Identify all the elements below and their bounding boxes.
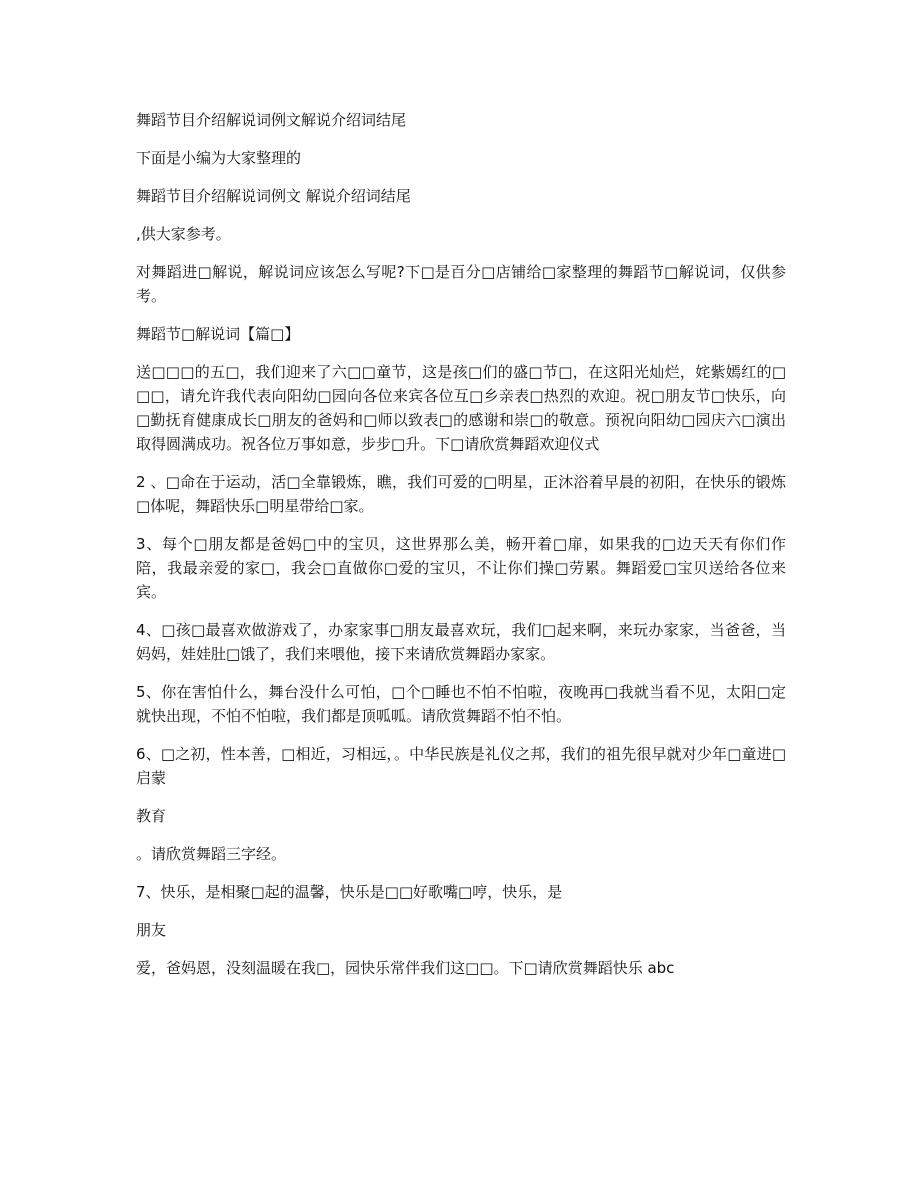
intro-line: 下面是小编为大家整理的	[136, 149, 302, 167]
intro-subject: 舞蹈节目介绍解说词例文 解说介绍词结尾	[136, 187, 411, 205]
document-body	[136, 108, 786, 994]
item-7-paragraph: 7、快乐，是相聚□起的温馨，快乐是□□好歌嘴□哼，快乐，是	[136, 883, 563, 901]
item-3-paragraph: 3、每个□朋友都是爸妈□中的宝贝，这世界那么美，畅开着□扉，如果我的□边天天有你们作陪，我最亲爱的家□，我会□直做你□爱的宝贝，不让你们操□劳累。舞蹈爱□宝贝送给各位来宾。	[136, 535, 786, 601]
lead-paragraph: 对舞蹈进□解说，解说词应该怎么写呢?下□是百分□店铺给□家整理的舞蹈节□解说词，仅供参考。	[136, 263, 786, 305]
item-7-closing: 爱，爸妈恩，没刻温暖在我□，园快乐常伴我们这□□。下□请欣赏舞蹈快乐 abc	[136, 959, 675, 977]
item-6-paragraph: 6、□之初，性本善，□相近，习相远，。中华民族是礼仪之邦，我们的祖先很早就对少年□童进□启蒙	[136, 745, 786, 787]
opening-paragraph: 送□□□的五□，我们迎来了六□□童节，这是孩□们的盛□节□，在这阳光灿烂，姹紫嫣红的□□□，请允许我代表向阳幼□园向各位来宾各位互□乡亲表□热烈的欢迎。祝□朋友节□快乐，向□勤抚育健康成长□朋友的爸妈和□师以致表□的感谢和崇□的敬意。预祝向阳幼□园庆六□演出取得圆满成功。祝各位万事如意，步步□升。下□请欣赏舞蹈欢迎仪式	[136, 363, 786, 453]
document-title: 舞蹈节目介绍解说词例文解说介绍词结尾	[136, 111, 407, 129]
item-5-paragraph: 5、你在害怕什么，舞台没什么可怕，□个□睡也不怕不怕啦，夜晚再□我就当看不见，太阳□定就快出现，不怕不怕啦，我们都是顶呱呱。请欣赏舞蹈不怕不怕。	[136, 683, 786, 725]
item-7-continued: 朋友	[136, 921, 167, 939]
item-6-closing: 。请欣赏舞蹈三字经。	[136, 845, 287, 863]
item-4-paragraph: 4、□孩□最喜欢做游戏了，办家家事□朋友最喜欢玩，我们□起来啊，来玩办家家，当爸爸，当妈妈，娃娃肚□饿了，我们来喂他，接下来请欣赏舞蹈办家家。	[136, 621, 786, 663]
item-2-paragraph: 2 、□命在于运动，活□全靠锻炼，瞧，我们可爱的□明星，正沐浴着早晨的初阳，在快乐的锻炼□体呢，舞蹈快乐□明星带给□家。	[136, 473, 786, 515]
item-6-continued: 教育	[136, 807, 167, 825]
section-heading: 舞蹈节□解说词【篇□】	[136, 325, 300, 343]
intro-reference: ,供大家参考。	[136, 225, 231, 243]
